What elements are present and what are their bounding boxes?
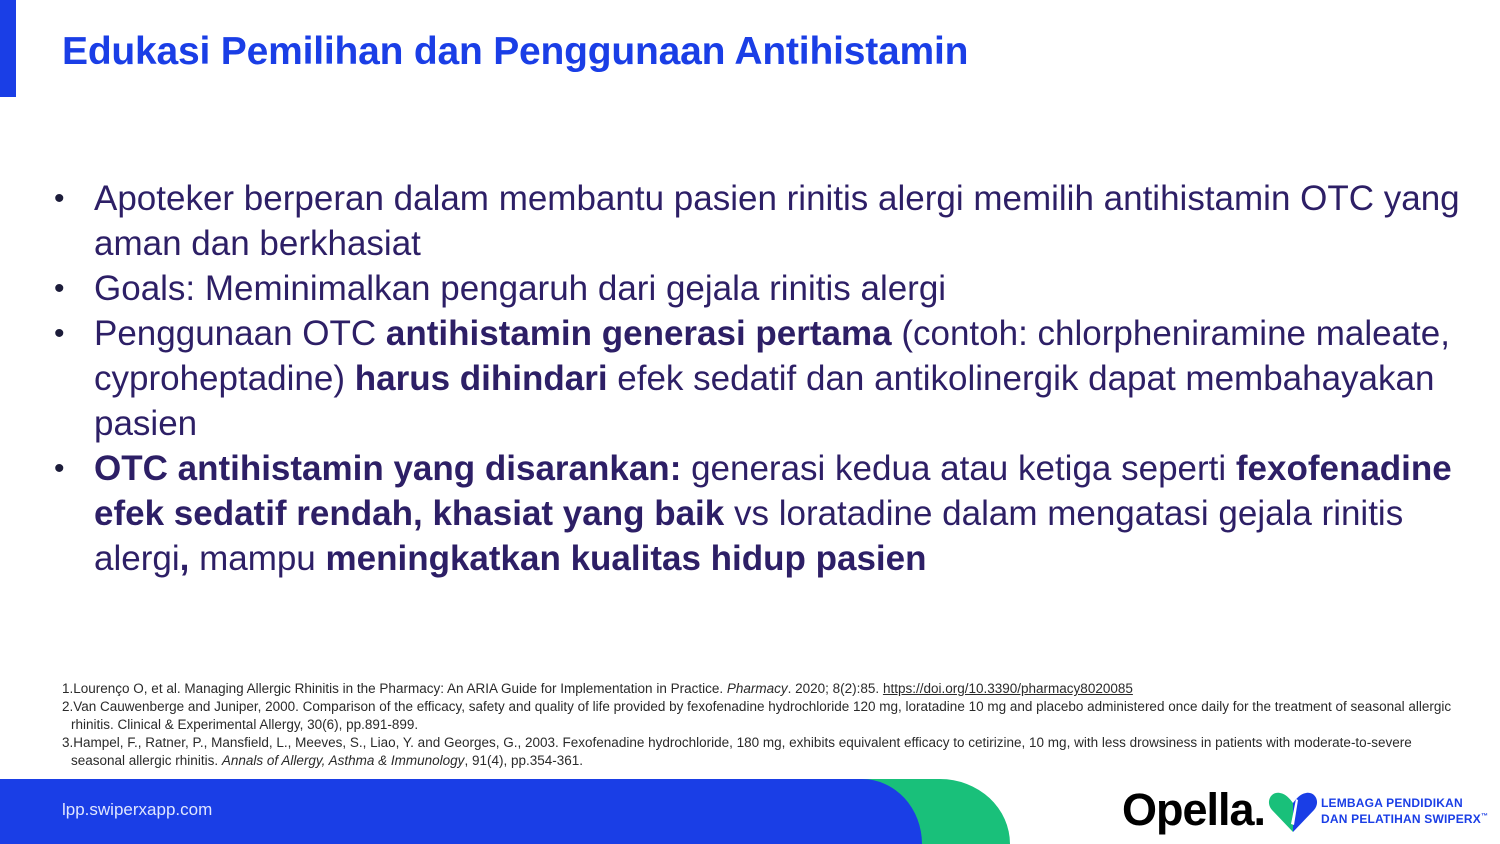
- bullet-text: (contoh: chlorpheniramine maleate, cyproheptadine): [94, 314, 1450, 398]
- reference-text: 2.Van Cauwenberge and Juniper, 2000. Comparison of the efficacy, safety and quality of life provided by fexofenadine hydrochloride 120 mg, loratadine 10 mg and placebo administered once daily for the treatment of seasonal allergic rhinitis. Clinical & Experimental Allergy, 30(6), pp.891-899.: [62, 699, 1452, 732]
- lpp-logo-line2: DAN PELATIHAN SWIPERX: [1321, 812, 1481, 826]
- lpp-logo-text: [1321, 796, 1488, 826]
- bullet-text: mampu: [189, 539, 326, 578]
- bullet-marker: •: [54, 317, 65, 350]
- reference-text: . 2020; 8(2):85.: [787, 681, 883, 696]
- footer-url: lpp.swiperxapp.com: [62, 800, 213, 819]
- bullet-marker: •: [54, 272, 65, 305]
- bullet-text: Goals: Meminimalkan pengaruh dari gejala rinitis alergi: [94, 269, 947, 308]
- bullet-bold-text: harus dihindari: [354, 359, 608, 398]
- bullet-item: [50, 176, 1470, 266]
- bullet-bold-text: ,: [179, 539, 190, 578]
- slide-title: Edukasi Pemilihan dan Penggunaan Antihistamin: [62, 30, 969, 73]
- reference-item: [62, 680, 1452, 698]
- reference-text: 1.Lourenço O, et al. Managing Allergic Rhinitis in the Pharmacy: An ARIA Guide for Implementation in Practice.: [62, 681, 727, 696]
- bullet-marker: •: [54, 182, 65, 215]
- reference-journal: Pharmacy: [726, 681, 788, 696]
- bullet-item: [50, 266, 1470, 311]
- reference-item: [62, 734, 1452, 770]
- reference-journal: Annals of Allergy, Asthma & Immunology: [221, 753, 465, 768]
- bullet-text: generasi kedua atau ketiga seperti: [681, 449, 1236, 488]
- reference-doi-link[interactable]: https://doi.org/10.3390/pharmacy8020085: [882, 681, 1133, 696]
- bullet-marker: •: [54, 452, 65, 485]
- bullet-bold-text: antihistamin generasi pertama: [385, 314, 892, 353]
- bullet-item: [50, 311, 1470, 446]
- bullet-list: [50, 176, 1470, 581]
- bullet-text: efek sedatif dan antikolinergik dapat membahayakan pasien: [94, 359, 1435, 443]
- bullet-bold-text: meningkatkan kualitas hidup pasien: [325, 539, 927, 578]
- reference-item: [62, 698, 1452, 734]
- bullet-text: Apoteker berperan dalam membantu pasien rinitis alergi memilih antihistamin OTC yang aman dan berkhasiat: [94, 179, 1460, 263]
- opella-logo: Opella.: [1122, 784, 1266, 835]
- reference-text: , 91(4), pp.354-361.: [464, 753, 584, 768]
- lpp-logo-line2-wrap: [1321, 810, 1488, 826]
- bullet-text: Penggunaan OTC: [94, 314, 386, 353]
- title-accent-bar: [0, 0, 16, 97]
- reference-text: 3.Hampel, F., Ratner, P., Mansfield, L., Meeves, S., Liao, Y. and Georges, G., 2003. Fexofenadine hydrochloride, 180 mg, exhibits equivalent efficacy to cetirizine, 10 mg, with less drowsiness in patients with moderate-to-severe seasonal allergic rhinitis.: [62, 735, 1412, 768]
- bullet-item: [50, 446, 1470, 581]
- bullet-bold-text: fexofenadine efek sedatif rendah, khasiat yang baik: [94, 449, 1452, 533]
- heart-logo-icon: [1267, 790, 1319, 834]
- references: [62, 680, 1452, 770]
- bullet-bold-text: OTC antihistamin yang disarankan:: [94, 449, 682, 488]
- lpp-trademark: ™: [1480, 813, 1489, 820]
- lpp-logo-line1: LEMBAGA PENDIDIKAN: [1321, 796, 1463, 810]
- bullet-text: vs loratadine dalam mengatasi gejala rinitis alergi: [94, 494, 1404, 578]
